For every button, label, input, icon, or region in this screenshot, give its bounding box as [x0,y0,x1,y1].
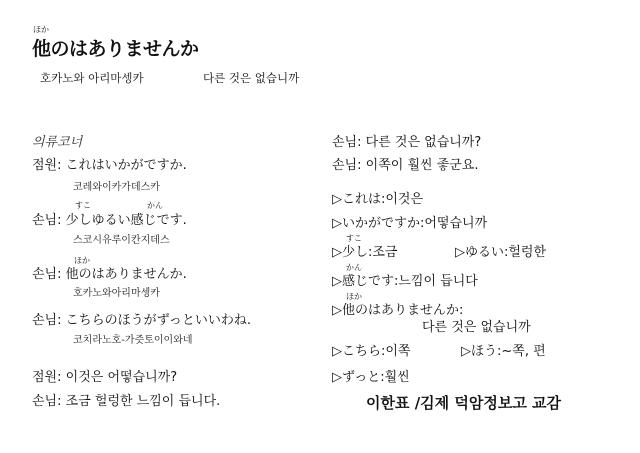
pronunciation-3: 호카노와아리마셍카 [73,288,160,299]
speaker-label: 손님: [32,394,62,409]
vocab-item-1: ▷これは:이것은 [332,192,424,207]
ruby-hoka: ほか [74,256,90,265]
speaker-label: 손님: [32,267,62,282]
translation-text: 다른 것은 없습니까? [365,135,482,150]
speaker-label: 손님: [32,313,62,328]
dialogue-line-2 [32,209,187,228]
translation-line-1 [32,366,177,385]
vocab-item-6: ▷こちら:이쪽 [332,344,411,359]
vocab-item-4: ▷感じです:느낌이 듭니다 [332,274,478,289]
subtitle-meaning: 다른 것은 없습니까 [203,71,300,85]
speaker-label: 점원: [32,370,62,385]
vocab-item-3: ▷少し:조금 [332,245,398,260]
pronunciation-1: 코레와이카가데스카 [73,182,160,193]
ruby-kan: かん [147,201,163,210]
speaker-label: 점원: [32,158,62,173]
translation-text: 조금 헐렁한 느낌이 듭니다. [65,394,221,409]
vocab-item-3b: ▷ゆるい:헐렁한 [455,245,547,260]
vocab-item-2: ▷いかがですか:어떻습니까 [332,216,488,231]
speaker-label: 손님: [332,158,362,173]
dialogue-text: 他のはありませんか. [65,267,187,282]
section-label: 의류코너 [32,135,83,150]
vocab-ruby-hoka: ほか [346,292,362,301]
ruby-suko: すこ [75,201,91,210]
vocab-item-7: ▷ずっと:훨씬 [332,370,410,385]
subtitle-pronunciation: 호카노와 아리마셍카 [40,71,144,85]
dialogue-line-1 [32,154,187,173]
dialogue-text: これはいかがですか. [65,158,187,173]
page-title: 他のはありませんか [32,38,199,60]
title-ruby: ほか [33,25,49,34]
vocab-ruby-suko: すこ [346,234,362,243]
vocab-item-5: ▷他のはありませんか: [332,303,464,318]
author-credit: 이한표 /김제 덕암정보고 교감 [366,394,562,412]
dialogue-line-4 [32,309,251,328]
translation-text: 이쪽이 훨씬 좋군요. [365,158,479,173]
vocab-item-5b: 다른 것은 없습니까 [422,320,531,335]
dialogue-text: こちらのほうがずっといいわね. [65,313,251,328]
pronunciation-4: 코치라노호-가즛토이이와네 [73,335,193,346]
translation-line-2 [32,390,220,409]
speaker-label: 손님: [332,135,362,150]
pronunciation-2: 스코시유루이칸지데스 [73,235,170,246]
dialogue-text: 少しゆるい感じです. [65,213,187,228]
speaker-label: 손님: [32,213,62,228]
translation-line-4 [332,154,479,173]
translation-text: 이것은 어떻습니까? [65,370,178,385]
vocab-ruby-kan: かん [346,263,362,272]
translation-line-3 [332,131,481,150]
dialogue-line-3 [32,263,187,282]
vocab-item-6b: ▷ほう:~쪽, 편 [461,344,546,359]
